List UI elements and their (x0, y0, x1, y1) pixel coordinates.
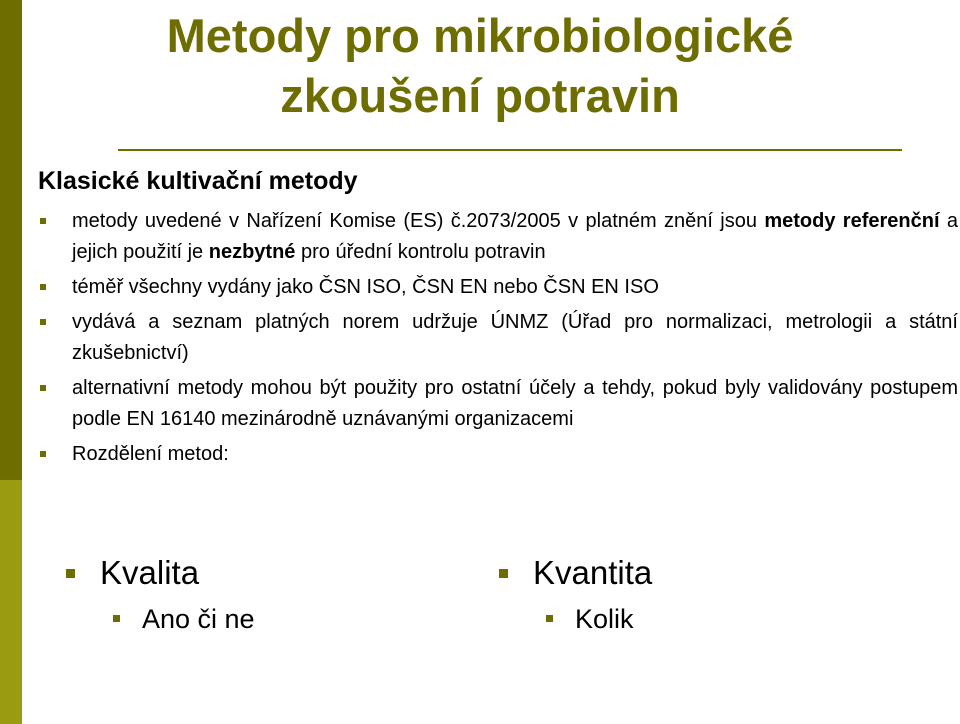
slide-title-line1: Metody pro mikrobiologické (166, 9, 794, 62)
column-heading-text: Kvantita (533, 554, 653, 591)
square-bullet-icon (40, 284, 46, 290)
slide-title (40, 6, 920, 126)
bullet-item-alternative-methods (38, 373, 958, 435)
column-subitem-text: Ano či ne (142, 604, 255, 634)
bullet-text: pro úřední kontrolu potravin (295, 241, 546, 263)
column-quantity (499, 552, 652, 636)
bullet-text: vydává a seznam platných norem udržuje ÚNMZ (Úřad pro normalizaci, metrologii a státní zkušebnictví) (72, 311, 958, 364)
square-bullet-icon (113, 615, 120, 622)
bullet-text: a jejich použití je (72, 210, 958, 263)
bullet-item-standards (38, 272, 958, 303)
bullet-item-reference-methods (38, 206, 958, 268)
column-subitem (541, 602, 652, 636)
bullet-text: téměř všechny vydány jako ČSN ISO, ČSN EN nebo ČSN EN ISO (72, 276, 659, 298)
slide-title-line2: zkoušení potravin (280, 69, 680, 122)
bullet-item-method-division (38, 439, 958, 470)
square-bullet-icon (499, 569, 508, 578)
left-accent-stripe-light (0, 480, 22, 724)
section-heading: Klasické kultivační metody (38, 167, 358, 195)
title-divider (118, 149, 902, 151)
column-subitem-text: Kolik (575, 604, 634, 634)
bullet-item-unmz (38, 307, 958, 369)
square-bullet-icon (40, 319, 46, 325)
column-quality (66, 552, 255, 636)
column-heading-text: Kvalita (100, 554, 200, 591)
square-bullet-icon (40, 451, 46, 457)
square-bullet-icon (546, 615, 553, 622)
bullet-text: metody uvedené v Nařízení Komise (ES) č.2073/2005 v platném znění jsou (72, 210, 765, 232)
bullet-text-bold: nezbytné (208, 241, 296, 263)
bullet-text: Rozdělení metod: (72, 443, 229, 465)
square-bullet-icon (66, 569, 75, 578)
square-bullet-icon (40, 385, 46, 391)
column-heading (66, 552, 255, 594)
bullet-text-bold: metody referenční (764, 210, 940, 232)
bullet-list (38, 206, 958, 474)
column-subitem (108, 602, 255, 636)
square-bullet-icon (40, 218, 46, 224)
bullet-text: alternativní metody mohou být použity pro ostatní účely a tehdy, pokud byly validovány postupem podle EN 16140 mezinárodně uznávanými organizacemi (72, 377, 958, 430)
column-heading (499, 552, 652, 594)
